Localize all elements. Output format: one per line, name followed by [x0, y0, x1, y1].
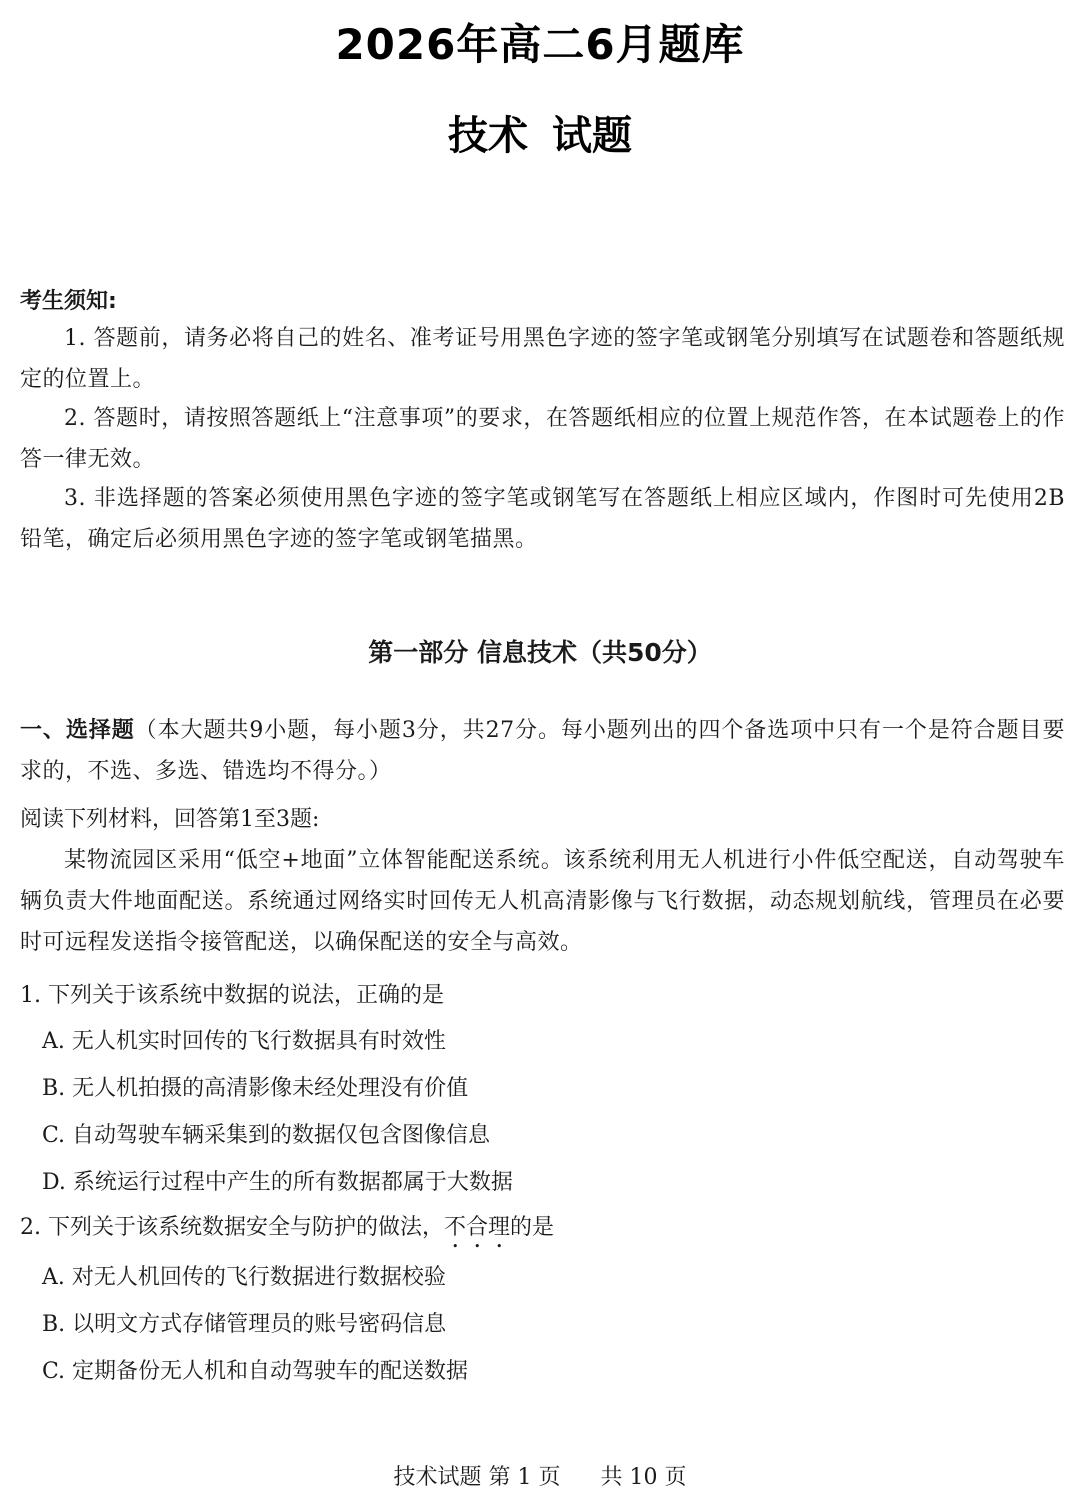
- question-2-option-a: A. 对无人机回传的飞行数据进行数据校验: [42, 1265, 446, 1290]
- section-heading: 第一部分 信息技术（共50分）: [368, 638, 712, 667]
- exam-subtitle: [0, 104, 1080, 161]
- choice-instruction: [20, 710, 1065, 792]
- question-2-stem-suffix: 的是: [510, 1215, 555, 1240]
- notice-item-2: 2. 答题时，请按照答题纸上“注意事项”的要求，在答题纸相应的位置上规范作答，在本试题卷上的作答一律无效。: [20, 406, 1065, 472]
- page-footer: [0, 1460, 1080, 1491]
- question-1-option-d: D. 系统运行过程中产生的所有数据都属于大数据: [42, 1170, 513, 1195]
- choice-instruction-text: （本大题共9小题，每小题3分，共27分。每小题列出的四个备选项中只有一个是符合题目要求的，不选、多选、错选均不得分。）: [20, 718, 1065, 784]
- question-2-option-b: B. 以明文方式存储管理员的账号密码信息: [42, 1312, 447, 1337]
- footer-total-pages: 共 10 页: [600, 1465, 687, 1490]
- question-2-stem-prefix: 2. 下列关于该系统数据安全与防护的做法，: [20, 1215, 444, 1240]
- notice-item-3: 3. 非选择题的答案必须使用黑色字迹的签字笔或钢笔写在答题纸上相应区域内，作图时可先使用2B铅笔，确定后必须用黑色字迹的签字笔或钢笔描黑。: [20, 486, 1065, 552]
- question-2-option-c: C. 定期备份无人机和自动驾驶车的配送数据: [42, 1359, 469, 1384]
- paper-label: 试题: [552, 113, 632, 159]
- question-1-stem: 1. 下列关于该系统中数据的说法，正确的是: [20, 983, 444, 1008]
- choice-label: 一、选择题: [20, 718, 135, 743]
- notice-heading: 考生须知:: [20, 289, 117, 314]
- question-1-option-a: A. 无人机实时回传的飞行数据具有时效性: [42, 1029, 446, 1054]
- footer-page-number: 技术试题 第 1 页: [393, 1465, 561, 1490]
- exam-title: 2026年高二6月题库: [335, 20, 745, 69]
- subject-label: 技术: [448, 113, 528, 159]
- notice-item-1: 1. 答题前，请务必将自己的姓名、准考证号用黑色字迹的签字笔或钢笔分别填写在试题卷和答题纸规定的位置上。: [20, 326, 1065, 392]
- question-2-stem: [20, 1210, 554, 1253]
- question-2-stem-emphasis: 不合理: [444, 1215, 511, 1240]
- question-1-option-b: B. 无人机拍摄的高清影像未经处理没有价值: [42, 1076, 469, 1101]
- question-1-option-c: C. 自动驾驶车辆采集到的数据仅包含图像信息: [42, 1123, 491, 1148]
- read-prompt: 阅读下列材料，回答第1至3题:: [20, 807, 320, 832]
- material-text: 某物流园区采用“低空+地面”立体智能配送系统。该系统利用无人机进行小件低空配送，自动驾驶车辆负责大件地面配送。系统通过网络实时回传无人机高清影像与飞行数据，动态规划航线，管理员在必要时可远程发送指令接管配送，以确保配送的安全与高效。: [20, 848, 1065, 955]
